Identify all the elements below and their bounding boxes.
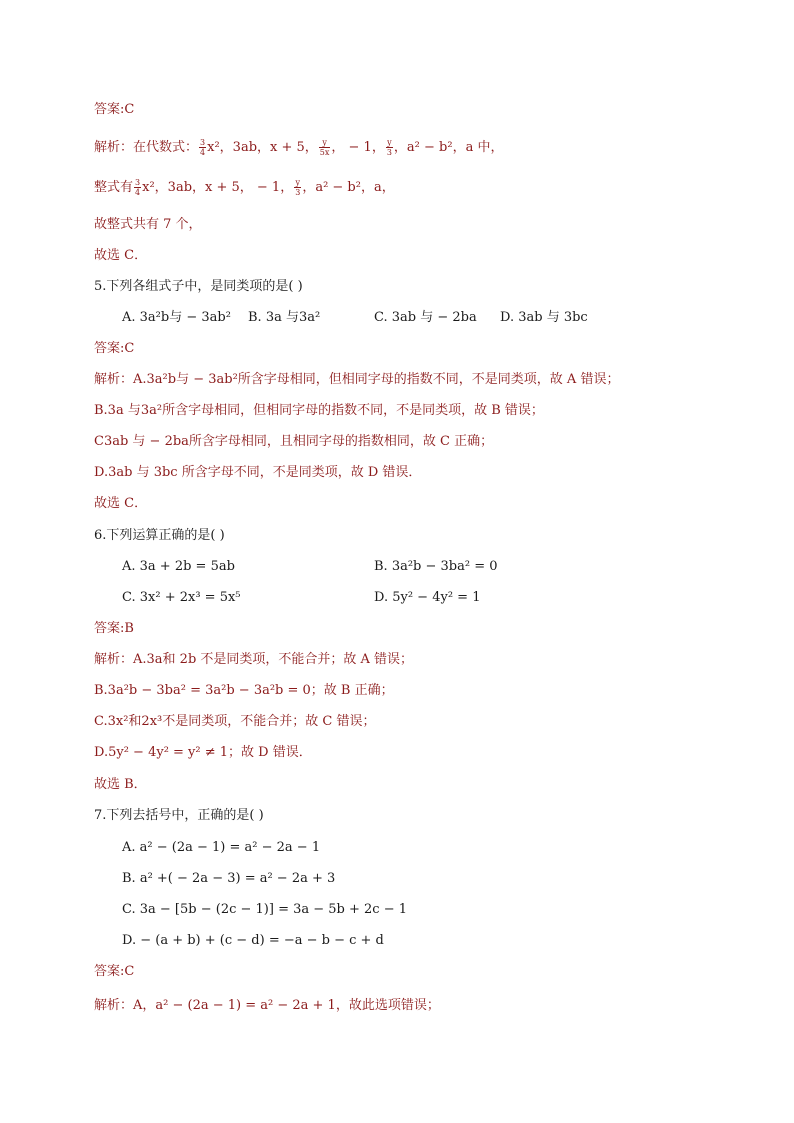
q5-choose: 故选 C． [94, 496, 148, 511]
q5-explanation-b: B.3a 与3a²所含字母相同，但相同字母的指数不同，不是同类项，故 B 错误； [94, 403, 544, 418]
q7-stem: 7.下列去括号中，正确的是( ) [94, 808, 264, 823]
q7-option-d: D. − (a + b) + (c − d) = −a − b − c + d [122, 933, 384, 948]
q4-integers-list-2: ，a² − b²，a， [302, 180, 395, 195]
q6-choose: 故选 B． [94, 777, 147, 792]
q6-option-b: B. 3a²b − 3ba² = 0 [374, 559, 498, 574]
fraction-three-quarters-2: $\frac{3}{4}$ [135, 178, 141, 197]
q4-list-3: ，a² − b²，a 中， [393, 140, 504, 155]
q5-explanation-c: C3ab 与 − 2ba所含字母相同，且相同字母的指数相同，故 C 正确； [94, 434, 494, 449]
q4-x-squared: x² [207, 140, 220, 155]
q6-option-c: C. 3x² + 2x³ = 5x⁵ [122, 590, 241, 605]
fraction-y-over-3: $\frac{y}{3}$ [386, 138, 392, 157]
q4-answer: 答案:C [94, 102, 135, 117]
q6-explanation-b: B.3a²b − 3ba² = 3a²b − 3a²b = 0；故 B 正确； [94, 683, 394, 698]
q6-option-d: D. 5y² − 4y² = 1 [374, 590, 481, 605]
q6-answer: 答案:B [94, 621, 134, 636]
q4-analysis-line: 解析：在代数式： $\frac{3}{4}$ x²，3ab，x + 5， $\frac{y}{5x}$ ， − 1， $\frac{y}{3}$ ，a² − b²，a 中， [94, 138, 504, 157]
q4-x-squared-2: x² [142, 180, 155, 195]
q4-count: 故整式共有 7 个， [94, 217, 202, 232]
q7-explanation-a: 解析：A，a² − (2a − 1) = a² − 2a + 1，故此选项错误； [94, 998, 440, 1013]
q4-integers-line: 整式有 $\frac{3}{4}$ x²，3ab，x + 5， − 1， $\frac{y}{3}$ ，a² − b²，a， [94, 178, 395, 197]
q5-explanation-d: D.3ab 与 3bc 所含字母不同，不是同类项，故 D 错误． [94, 465, 422, 480]
q5-option-b: B. 3a 与3a² [248, 310, 321, 325]
fraction-y-over-5x: $\frac{y}{5x}$ [319, 138, 330, 157]
q4-list-1: 3ab，x + 5， [232, 140, 318, 155]
q5-stem: 5.下列各组式子中，是同类项的是( ) [94, 279, 303, 294]
q6-explanation-c: C.3x²和2x³不是同类项，不能合并；故 C 错误； [94, 714, 376, 729]
fraction-three-quarters: $\frac{3}{4}$ [200, 138, 206, 157]
q4-choose: 故选 C． [94, 248, 148, 263]
q6-explanation-d: D.5y² − 4y² = y² ≠ 1；故 D 错误． [94, 745, 312, 760]
q6-option-a: A. 3a + 2b = 5ab [122, 559, 235, 574]
q5-answer: 答案:C [94, 341, 135, 356]
q7-answer: 答案:C [94, 964, 135, 979]
q5-option-c: C. 3ab 与 − 2ba [374, 310, 477, 325]
q5-explanation-a: 解析：A.3a²b与 − 3ab²所含字母相同，但相同字母的指数不同，不是同类项，故 A 错误； [94, 372, 620, 387]
q5-option-a: A. 3a²b与 − 3ab² [122, 310, 231, 325]
q7-option-c: C. 3a − [5b − (2c − 1)] = 3a − 5b + 2c − 1 [122, 902, 408, 917]
q7-option-a: A. a² − (2a − 1) = a² − 2a − 1 [122, 840, 321, 855]
q4-analysis-lead: 解析：在代数式： [94, 140, 199, 155]
q5-option-d: D. 3ab 与 3bc [500, 310, 588, 325]
q4-integers-list: 3ab，x + 5， − 1， [167, 180, 294, 195]
q7-option-b: B. a² +( − 2a − 3) = a² − 2a + 3 [122, 871, 336, 886]
q4-integers-lead: 整式有 [94, 180, 134, 195]
fraction-y-over-3-2: $\frac{y}{3}$ [295, 178, 301, 197]
q4-list-2: ， − 1， [331, 140, 385, 155]
q6-explanation-a: 解析：A.3a和 2b 不是同类项，不能合并；故 A 错误； [94, 652, 414, 667]
q6-stem: 6.下列运算正确的是( ) [94, 528, 225, 543]
